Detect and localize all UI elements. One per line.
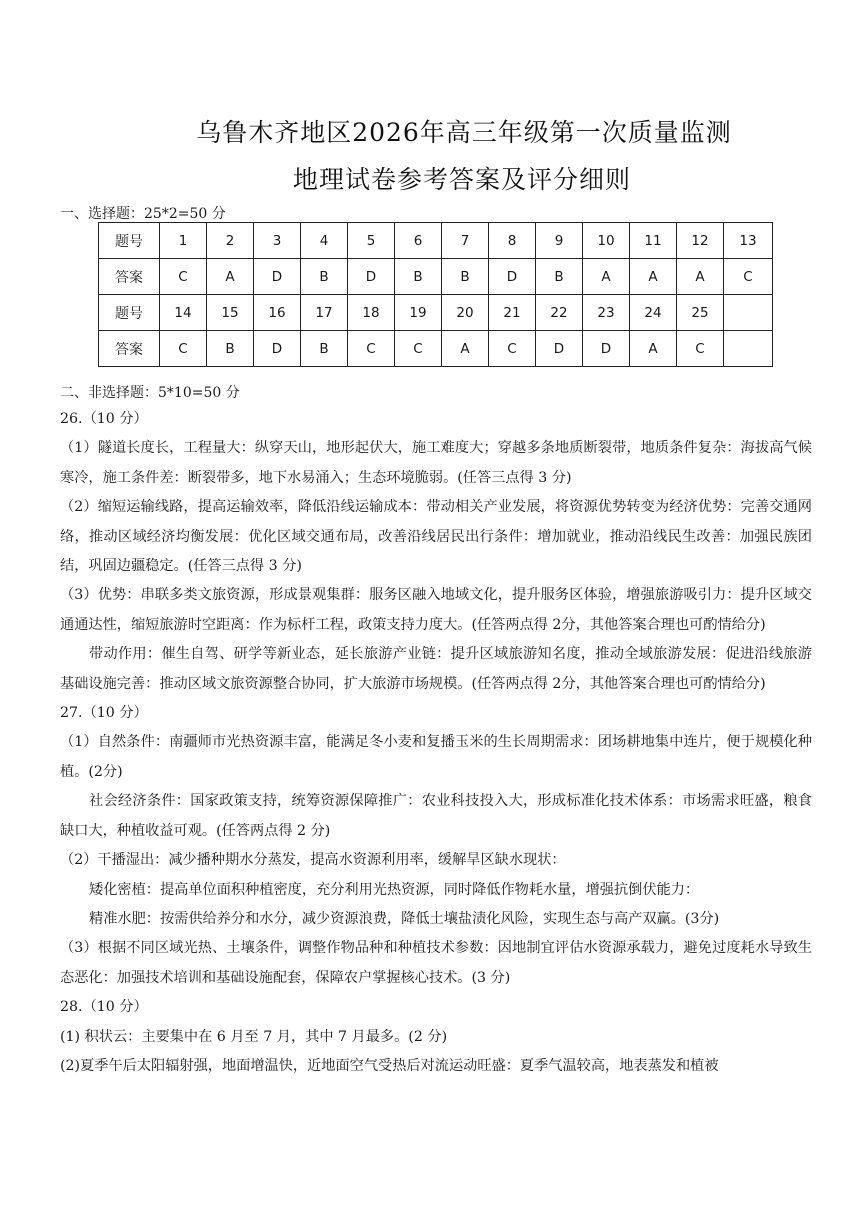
answer-paragraph: （3）根据不同区域光热、土壤条件，调整作物品种和种植技术参数：因地制宜评估水资源承载力，避免过度耗水导致生态恶化：加强技术培训和基础设施配套，保障农户掌握核心技术。(3 分) <box>60 940 812 986</box>
answer-paragraph: （3）优势：串联多类文旅资源，形成景观集群：服务区融入地域文化，提升服务区体验，增强旅游吸引力：提升区域交通通达性，缩短旅游时空距离：作为标杆工程，政策支持力度大。(任答两点得 2分，其他答案合理也可酌情给分) <box>60 587 812 633</box>
table-cell: 4 <box>301 223 348 259</box>
section-heading-free-response: 二、非选择题：5*10=50 分 <box>60 385 240 401</box>
answer-paragraph: （1）自然条件：南疆师市光热资源丰富，能满足冬小麦和复播玉米的生长周期需求：团场耕地集中连片，便于规模化种植。(2分) <box>60 734 812 780</box>
table-cell: 21 <box>489 295 536 331</box>
answer-paragraph: 矮化密植：提高单位面积种植密度，充分利用光热资源，同时降低作物耗水量，增强抗倒伏能力： <box>89 881 700 898</box>
table-row-questions-1 <box>99 223 773 259</box>
table-cell: D <box>583 331 630 367</box>
answer-paragraph: 带动作用：催生自驾、研学等新业态，延长旅游产业链：提升区域旅游知名度，推动全域旅游发展：促进沿线旅游基础设施完善：推动区域文旅资源整合协同，扩大旅游市场规模。(任答两点得 2分，其他答案合理也可酌情给分) <box>60 646 812 692</box>
table-cell: 8 <box>489 223 536 259</box>
table-cell: 22 <box>536 295 583 331</box>
table-cell: C <box>395 331 442 367</box>
table-cell: C <box>160 259 207 295</box>
table-cell: A <box>630 259 677 295</box>
answer-paragraph: （1）隧道长度长，工程量大：纵穿天山，地形起伏大，施工难度大；穿越多条地质断裂带，地质条件复杂：海拔高气候寒冷，施工条件差：断裂带多，地下水易涌入；生态环境脆弱。(任答三点得 3 分) <box>60 440 812 486</box>
table-cell <box>724 331 773 367</box>
page-title: 乌鲁木齐地区2026年高三年级第一次质量监测 <box>196 118 732 147</box>
table-cell: A <box>442 331 489 367</box>
answer-paragraph: （2）缩短运输线路，提高运输效率，降低沿线运输成本：带动相关产业发展，将资源优势转变为经济优势：完善交通网络，推动区域经济均衡发展：优化区域交通布局，改善沿线居民出行条件：增加就业，推动沿线民生改善：加强民族团结，巩固边疆稳定。(任答三点得 3 分) <box>60 499 812 575</box>
answer-paragraph: （2）干播湿出：减少播种期水分蒸发，提高水资源利用率，缓解旱区缺水现状： <box>60 852 566 869</box>
table-cell: 11 <box>630 223 677 259</box>
table-cell: C <box>677 331 724 367</box>
table-cell: C <box>489 331 536 367</box>
table-cell: 19 <box>395 295 442 331</box>
table-cell: B <box>207 331 254 367</box>
table-cell: D <box>536 331 583 367</box>
table-cell: C <box>348 331 395 367</box>
table-cell: 10 <box>583 223 630 259</box>
table-cell: A <box>677 259 724 295</box>
table-cell: 23 <box>583 295 630 331</box>
table-cell: 14 <box>160 295 207 331</box>
table-cell: D <box>489 259 536 295</box>
table-cell: 25 <box>677 295 724 331</box>
table-cell: 7 <box>442 223 489 259</box>
row-header: 答案 <box>99 259 160 295</box>
table-cell: C <box>724 259 773 295</box>
answer-paragraph: 精准水肥：按需供给养分和水分，减少资源浪费，降低土壤盐渍化风险，实现生态与高产双赢。(3分) <box>89 910 720 927</box>
table-cell: 17 <box>301 295 348 331</box>
question-heading-28: 28.（10 分） <box>60 999 148 1016</box>
table-cell: B <box>301 331 348 367</box>
table-cell: D <box>348 259 395 295</box>
section-heading-multiple-choice: 一、选择题：25*2=50 分 <box>60 206 226 222</box>
table-row-answers-1 <box>99 259 773 295</box>
table-cell: D <box>254 331 301 367</box>
table-cell: C <box>160 331 207 367</box>
answer-paragraph: (1) 积状云：主要集中在 6 月至 7 月，其中 7 月最多。(2 分) <box>60 1028 448 1045</box>
table-cell: 9 <box>536 223 583 259</box>
table-cell: A <box>207 259 254 295</box>
row-header: 答案 <box>99 331 160 367</box>
table-row-answers-2 <box>99 331 773 367</box>
page-subtitle: 地理试卷参考答案及评分细则 <box>292 165 631 194</box>
table-cell: B <box>442 259 489 295</box>
question-heading-27: 27.（10 分） <box>60 705 148 722</box>
table-cell: 12 <box>677 223 724 259</box>
table-cell: D <box>254 259 301 295</box>
table-cell: 5 <box>348 223 395 259</box>
table-cell: A <box>583 259 630 295</box>
table-row-questions-2 <box>99 295 773 331</box>
table-cell: 6 <box>395 223 442 259</box>
answer-paragraph: (2)夏季午后太阳辐射强，地面增温快，近地面空气受热后对流运动旺盛：夏季气温较高，地表蒸发和植被 <box>60 1057 719 1074</box>
table-cell: B <box>395 259 442 295</box>
question-heading-26: 26.（10 分） <box>60 411 148 427</box>
table-cell: 2 <box>207 223 254 259</box>
table-cell: B <box>301 259 348 295</box>
table-cell: 3 <box>254 223 301 259</box>
table-cell: 1 <box>160 223 207 259</box>
table-cell: 20 <box>442 295 489 331</box>
table-cell: 16 <box>254 295 301 331</box>
table-cell: 13 <box>724 223 773 259</box>
answer-paragraph: 社会经济条件：国家政策支持，统筹资源保障推广：农业科技投入大，形成标准化技术体系：市场需求旺盛，粮食缺口大，种植收益可观。(任答两点得 2 分) <box>60 793 812 839</box>
table-cell <box>724 295 773 331</box>
table-cell: 24 <box>630 295 677 331</box>
table-cell: 15 <box>207 295 254 331</box>
table-cell: 18 <box>348 295 395 331</box>
answer-body <box>60 405 812 1081</box>
row-header: 题号 <box>99 223 160 259</box>
table-cell: A <box>630 331 677 367</box>
table-cell: B <box>536 259 583 295</box>
row-header: 题号 <box>99 295 160 331</box>
answer-table <box>98 222 773 367</box>
